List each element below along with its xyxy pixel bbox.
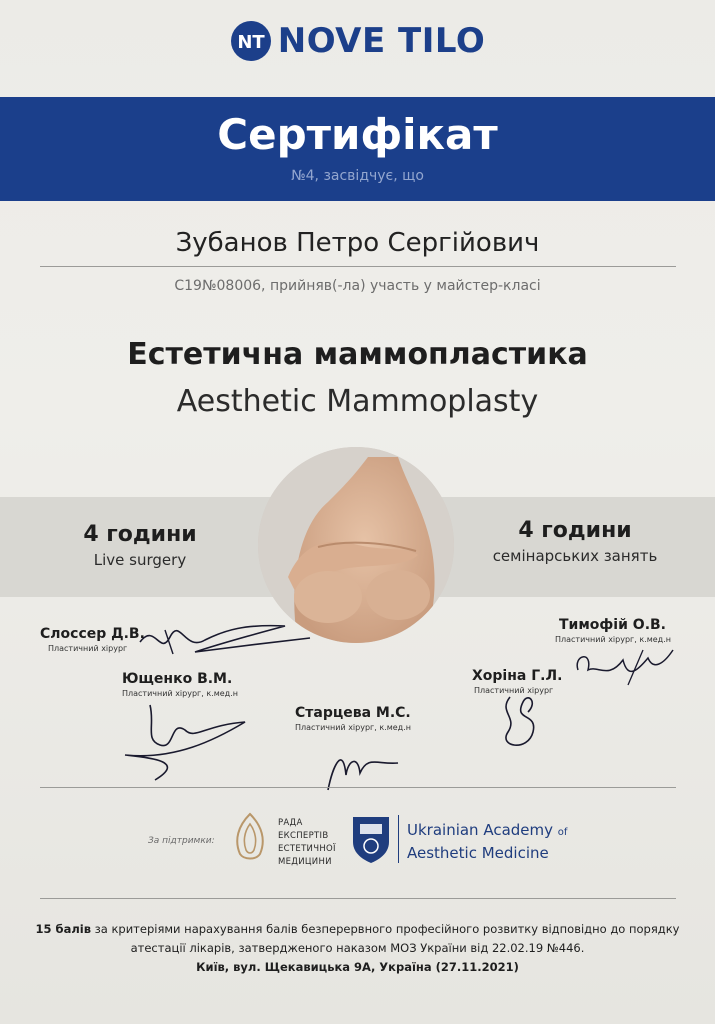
signatory-khorina	[472, 668, 562, 695]
academy-line-2: Aesthetic Medicine	[407, 844, 549, 862]
recipient-name: Зубанов Петро Сергійович	[175, 228, 540, 258]
recipient-underline	[40, 266, 676, 267]
signatory-role: Пластичний хірург, к.мед.н	[295, 723, 411, 732]
support-label: За підтримки:	[148, 836, 215, 846]
hours-value: 4 години	[518, 518, 632, 543]
signatory-name: Слоссер Д.В.	[40, 626, 145, 642]
certificate-title: Сертифікат	[217, 110, 498, 159]
participation-line: C19№08006, прийняв(-ла) участь у майстер-класі	[174, 278, 541, 294]
council-line: ЕКСПЕРТІВ	[278, 831, 329, 841]
hours-description: Live surgery	[93, 551, 187, 569]
logo-mark-letters: NT	[237, 32, 265, 53]
signature-slosser-icon	[135, 612, 315, 667]
council-line: МЕДИЦИНИ	[278, 857, 332, 867]
council-name	[278, 817, 336, 869]
course-title-en: Aesthetic Mammoplasty	[176, 384, 539, 419]
nove-tilo-logo-icon	[230, 20, 272, 62]
council-line: РАДА	[278, 818, 303, 828]
hours-description: семінарських занять	[492, 547, 658, 565]
signatory-startseva	[295, 705, 411, 732]
council-line: ЕСТЕТИЧНОЇ	[278, 844, 336, 854]
footer-text	[30, 920, 685, 977]
signature-startseva-icon	[318, 735, 408, 795]
signature-khorina-icon	[488, 692, 548, 756]
signatory-slosser	[40, 626, 145, 653]
footer-line-1: за критеріями нарахування балів безперервного професійного розвитку відповідно до порядку	[94, 922, 680, 936]
signature-yushchenko-icon	[115, 700, 255, 785]
course-title-ua: Естетична маммопластика	[127, 337, 588, 372]
hours-seminars	[465, 518, 685, 565]
signatory-name: Ющенко В.М.	[122, 671, 233, 687]
council-logo-icon	[228, 810, 272, 864]
signatory-role: Пластичний хірург, к.мед.н	[122, 689, 238, 698]
support-divider-bottom	[40, 898, 676, 899]
signatory-name: Старцева М.С.	[295, 705, 411, 721]
signatory-name: Хоріна Г.Л.	[472, 668, 563, 684]
academy-name	[407, 820, 567, 864]
hours-value: 4 години	[83, 522, 197, 547]
academy-crest-icon	[350, 814, 392, 864]
academy-of: of	[557, 827, 568, 838]
footer-line-2: атестації лікарів, затвердженого наказом МОЗ України від 22.02.19 №446.	[130, 941, 585, 955]
brand-logo	[0, 20, 715, 62]
support-divider-top	[40, 787, 676, 788]
signature-tymofii-icon	[568, 640, 678, 690]
hours-live-surgery	[60, 522, 220, 569]
signatory-role: Пластичний хірург	[48, 644, 128, 653]
footer-points: 15 балів	[35, 922, 91, 936]
academy-divider	[398, 815, 399, 863]
signatory-name: Тимофій О.В.	[559, 617, 667, 633]
footer-location-date: Київ, вул. Щекавицька 9А, Україна (27.11.2021)	[196, 960, 519, 974]
signatory-role: Пластичний хірург, к.мед.н	[555, 635, 671, 644]
signatory-role: Пластичний хірург	[474, 686, 554, 695]
brand-name: NOVE TILO	[277, 21, 486, 61]
academy-line-1: Ukrainian Academy	[407, 821, 554, 839]
signatory-yushchenko	[122, 671, 238, 698]
certificate-number-line: №4, засвідчує, що	[291, 168, 424, 184]
